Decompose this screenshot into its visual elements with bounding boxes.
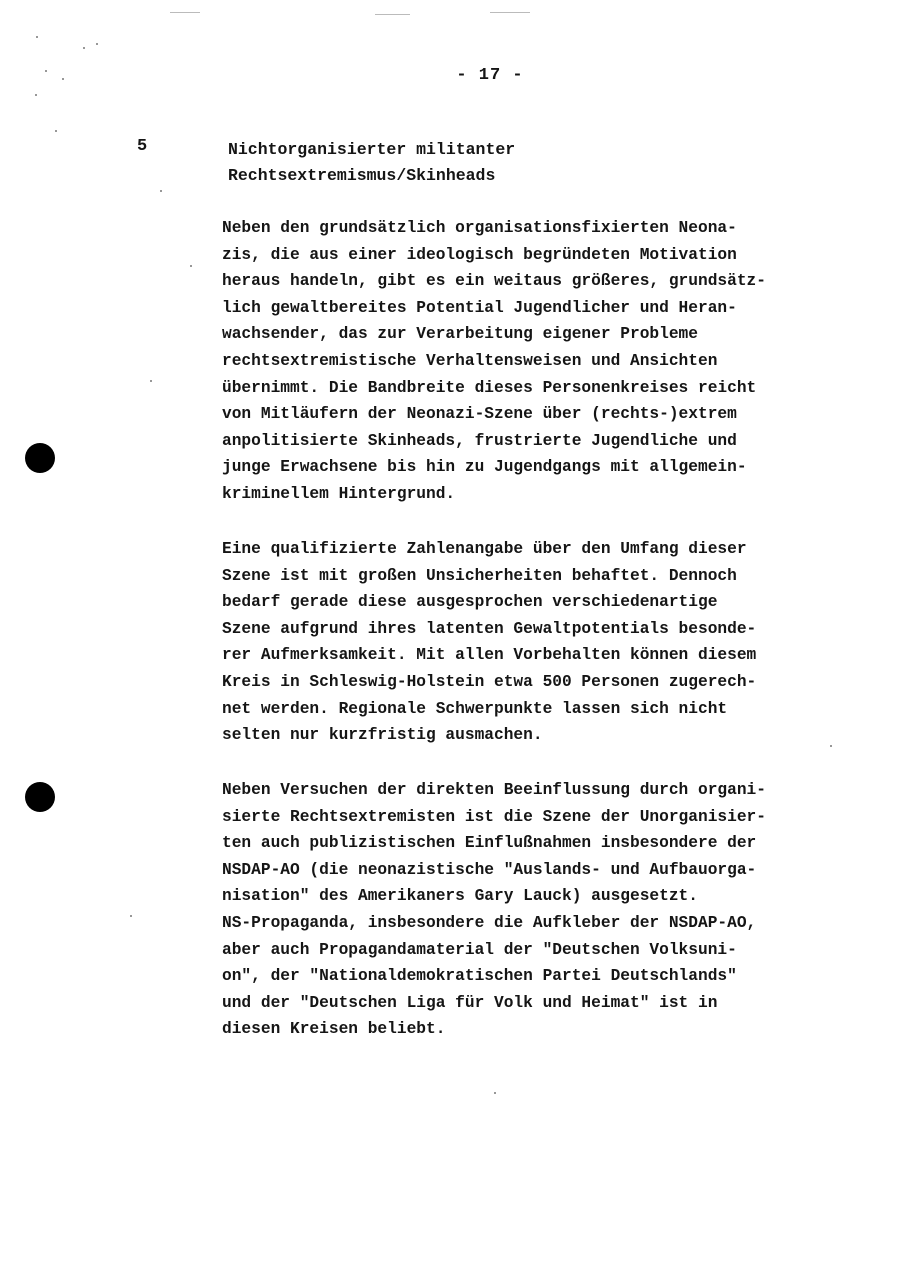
- text-line: bedarf gerade diese ausgesprochen verschiedenartige: [222, 593, 718, 612]
- scan-speck: [45, 70, 47, 72]
- text-line: wachsender, das zur Verarbeitung eigener Probleme: [222, 325, 698, 344]
- text-line: Szene aufgrund ihres latenten Gewaltpotentials besonde-: [222, 619, 757, 638]
- text-line: diesen Kreisen beliebt.: [222, 1020, 446, 1039]
- text-line: aber auch Propagandamaterial der "Deutschen Volksuni-: [222, 940, 737, 959]
- text-line: Neben den grundsätzlich organisationsfixierten Neona-: [222, 219, 737, 237]
- text-line: Kreis in Schleswig-Holstein etwa 500 Personen zugerech-: [222, 672, 757, 691]
- text-line: anpolitisierte Skinheads, frustrierte Jugendliche und: [222, 431, 737, 450]
- text-line: NSDAP-AO (die neonazistische "Auslands- und Aufbauorga-: [222, 860, 757, 879]
- punch-hole-top: [25, 443, 55, 473]
- text-line: junge Erwachsene bis hin zu Jugendgangs mit allgemein-: [222, 458, 747, 477]
- text-line: und der "Deutschen Liga für Volk und Heimat" ist in: [222, 993, 718, 1012]
- section-title-line: Rechtsextremismus/Skinheads: [228, 166, 496, 185]
- text-line: von Mitläufern der Neonazi-Szene über (rechts-)extrem: [222, 405, 737, 424]
- scan-artifact: [490, 12, 530, 13]
- text-line: heraus handeln, gibt es ein weitaus größeres, grundsätz-: [222, 272, 766, 291]
- text-line: übernimmt. Die Bandbreite dieses Personenkreises reicht: [222, 378, 757, 397]
- scan-speck: [36, 36, 38, 38]
- scan-speck: [150, 380, 152, 382]
- scan-speck: [190, 265, 192, 267]
- punch-hole-bottom: [25, 782, 55, 812]
- text-line: Neben Versuchen der direkten Beeinflussung durch organi-: [222, 781, 766, 799]
- paragraph-1: [222, 215, 847, 508]
- text-line: rer Aufmerksamkeit. Mit allen Vorbehalten können diesem: [222, 646, 757, 665]
- text-line: kriminellem Hintergrund.: [222, 484, 456, 503]
- scan-speck: [96, 43, 98, 45]
- paragraph-2: [222, 536, 847, 749]
- text-line: lich gewaltbereites Potential Jugendlicher und Heran-: [222, 298, 737, 317]
- scan-speck: [35, 94, 37, 96]
- scan-speck: [83, 47, 85, 49]
- text-line: Eine qualifizierte Zahlenangabe über den Umfang dieser: [222, 540, 747, 558]
- text-line: zis, die aus einer ideologisch begründeten Motivation: [222, 245, 737, 264]
- text-line: NS-Propaganda, insbesondere die Aufkleber der NSDAP-AO,: [222, 913, 757, 932]
- scan-speck: [160, 190, 162, 192]
- scan-artifact: [375, 14, 410, 15]
- text-line: on", der "Nationaldemokratischen Partei Deutschlands": [222, 967, 737, 986]
- section-number: 5: [137, 137, 148, 156]
- scan-speck: [55, 130, 57, 132]
- section-title: [228, 137, 748, 189]
- scan-artifact: [170, 12, 200, 13]
- text-line: net werden. Regionale Schwerpunkte lassen sich nicht: [222, 699, 728, 718]
- page-number: - 17 -: [456, 66, 524, 85]
- text-line: Szene ist mit großen Unsicherheiten behaftet. Dennoch: [222, 566, 737, 585]
- paragraph-3: [222, 777, 847, 1043]
- scan-speck: [494, 1092, 496, 1094]
- text-line: sierte Rechtsextremisten ist die Szene der Unorganisier-: [222, 807, 766, 826]
- scan-speck: [62, 78, 64, 80]
- section-title-line: Nichtorganisierter militanter: [228, 140, 516, 159]
- text-line: selten nur kurzfristig ausmachen.: [222, 726, 543, 745]
- text-line: nisation" des Amerikaners Gary Lauck) ausgesetzt.: [222, 887, 698, 906]
- text-line: rechtsextremistische Verhaltensweisen und Ansichten: [222, 351, 718, 370]
- text-line: ten auch publizistischen Einflußnahmen insbesondere der: [222, 834, 757, 853]
- scan-speck: [130, 915, 132, 917]
